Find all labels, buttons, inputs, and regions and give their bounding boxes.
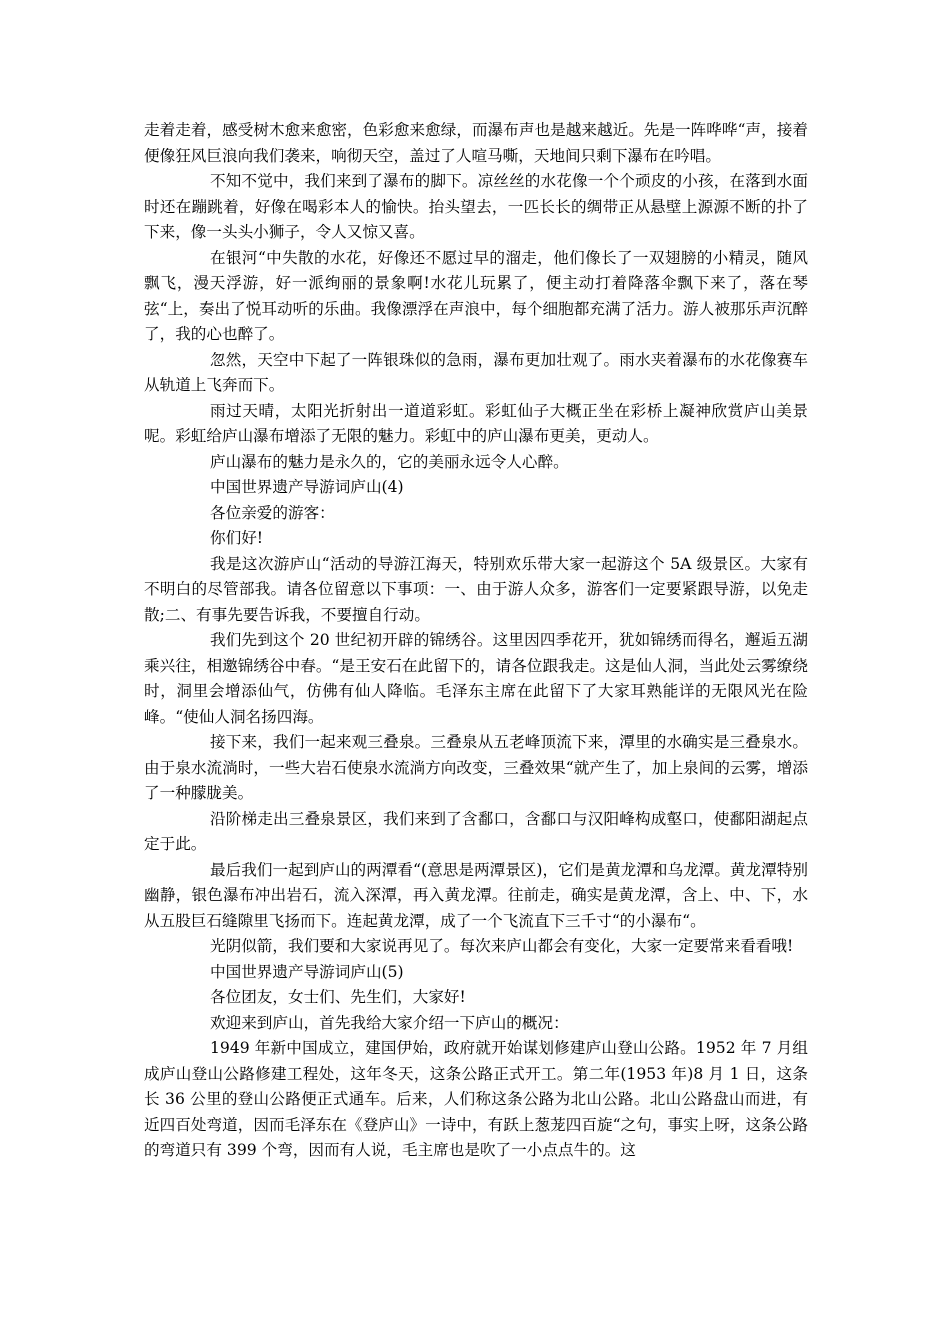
- paragraph: 最后我们一起到庐山的两潭看“(意思是两潭景区)，它们是黄龙潭和乌龙潭。黄龙潭特别幽静，银色瀑布冲出岩石，流入深潭，再入黄龙潭。往前走，确实是黄龙潭，含上、中、下，水从五股巨石缝隙里飞扬而下。连起黄龙潭，成了一个飞流直下三千寸“的小瀑布“。: [144, 860, 808, 930]
- paragraph: 欢迎来到庐山，首先我给大家介绍一下庐山的概况：: [210, 1013, 569, 1032]
- paragraph: 走着走着，感受树木愈来愈密，色彩愈来愈绿，而瀑布声也是越来越近。先是一阵哗哗“声，接着便像狂风巨浪向我们袭来，响彻天空，盖过了人喧马嘶，天地间只剩下瀑布在吟唱。: [144, 121, 808, 165]
- greeting: 各位团友，女士们、先生们，大家好!: [210, 988, 466, 1006]
- paragraph: 接下来，我们一起来观三叠泉。三叠泉从五老峰顶流下来，潭里的水确实是三叠泉水。由于泉水流淌时，一些大岩石使泉水流淌方向改变，三叠效果“就产生了，加上泉间的云雾，增添了一种朦胧美。: [144, 733, 808, 802]
- greeting: 你们好!: [210, 529, 264, 547]
- paragraph: 在银河“中失散的水花，好像还不愿过早的溜走，他们像长了一双翅膀的小精灵，随风飘飞，漫天浮游，好一派绚丽的景象啊!水花儿玩累了，便主动打着降落伞飘下来了，落在琴弦“上，奏出了悦耳动听的乐曲。我像漂浮在声浪中，每个细胞都充满了活力。游人被那乐声沉醉了，我的心也醉了。: [144, 248, 808, 343]
- paragraph: 光阴似箭，我们要和大家说再见了。每次来庐山都会有变化，大家一定要常来看看哦!: [210, 937, 794, 955]
- paragraph: 不知不觉中，我们来到了瀑布的脚下。凉丝丝的水花像一个个顽皮的小孩，在落到水面时还在蹦跳着，好像在喝彩本人的愉快。抬头望去，一匹长长的绸带正从悬壁上源源不断的扑了下来，像一头头小狮子，令人又惊又喜。: [144, 172, 808, 241]
- paragraph: 我们先到这个 20 世纪初开辟的锦绣谷。这里因四季花开，犹如锦绣而得名，邂逅五湖乘兴往，相邀锦绣谷中春。“是王安石在此留下的，请各位跟我走。这是仙人洞，当此处云雾缭绕时，洞里会增添仙气，仿佛有仙人降临。毛泽东主席在此留下了大家耳熟能详的无限风光在险峰。“使仙人洞名扬四海。: [144, 631, 808, 726]
- paragraph: 庐山瀑布的魅力是永久的，它的美丽永远令人心醉。: [210, 452, 569, 471]
- greeting: 各位亲爱的游客：: [210, 503, 335, 522]
- section-heading: 中国世界遗产导游词庐山(4): [210, 478, 404, 496]
- section-heading: 中国世界遗产导游词庐山(5): [210, 962, 404, 981]
- paragraph: 1949 年新中国成立，建国伊始，政府就开始谋划修建庐山登山公路。1952 年 7 月组成庐山登山公路修建工程处，这年冬天，这条公路正式开工。第二年(1953 年)8 月 1 日，这条长 36 公里的登山公路便正式通车。后来，人们称这条公路为北山公路。北山公路盘山而进，有近四百处弯道，因而毛泽东在《登庐山》一诗中，有跃上葱茏四百旋“之句，事实上呀，这条公路的弯道只有 399 个弯，因而有人说，毛主席也是吹了一小点点牛的。这: [144, 1039, 808, 1159]
- document-page: [144, 118, 808, 1164]
- paragraph: 雨过天晴，太阳光折射出一道道彩虹。彩虹仙子大概正坐在彩桥上凝神欣赏庐山美景呢。彩虹给庐山瀑布增添了无限的魅力。彩虹中的庐山瀑布更美，更动人。: [144, 401, 808, 445]
- paragraph: 沿阶梯走出三叠泉景区，我们来到了含鄱口，含鄱口与汉阳峰构成壑口，使鄱阳湖起点定于此。: [144, 809, 808, 853]
- paragraph: 忽然，天空中下起了一阵银珠似的急雨，瀑布更加壮观了。雨水夹着瀑布的水花像赛车从轨道上飞奔而下。: [144, 350, 808, 394]
- paragraph: 我是这次游庐山“活动的导游江海天，特别欢乐带大家一起游这个 5A 级景区。大家有不明白的尽管部我。请各位留意以下事项：一、由于游人众多，游客们一定要紧跟导游，以免走散;二、有事先要告诉我，不要擅自行动。: [144, 554, 808, 624]
